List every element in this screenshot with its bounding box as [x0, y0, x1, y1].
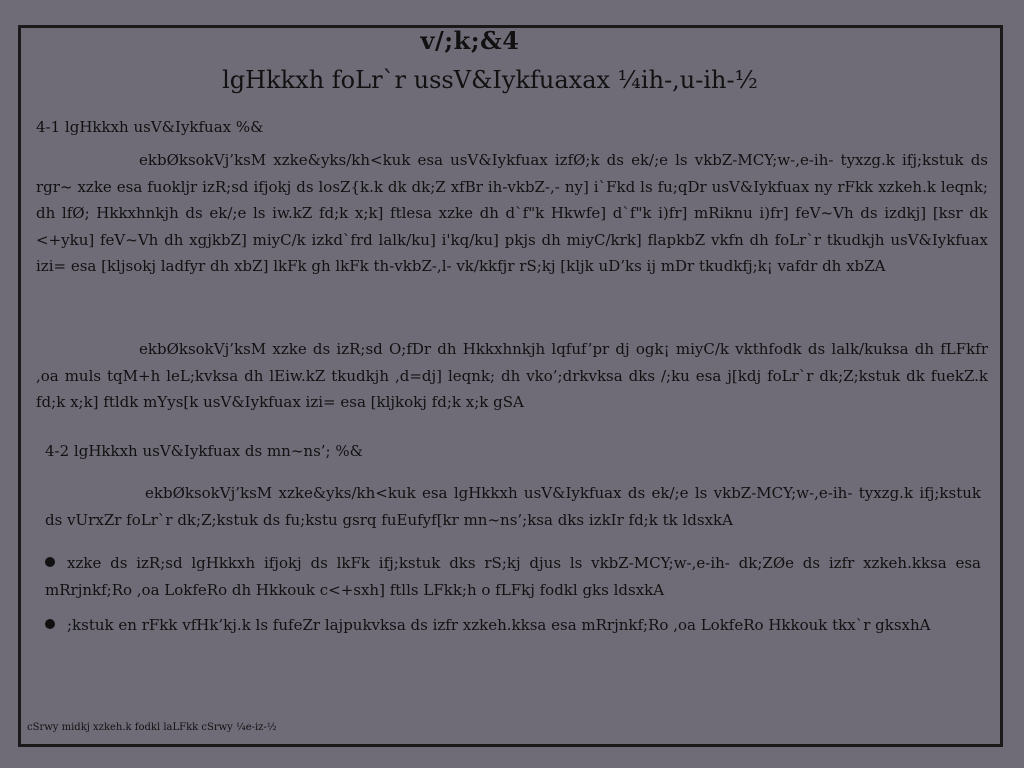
bullet-item-2-text: ;kstuk en rFkk vfHk’kj.k ls fufeZr lajpukvksa ds izfr xzkeh.kksa esa mRrjnkf;Ro ,oa LokfeRo Hkkouk tkx`r gksxhA: [67, 616, 931, 634]
section-heading-1: 4-1 lgHkkxh usV&Iykfuax %&: [36, 118, 264, 136]
document-title: lgHkkxh foLr`r ussV&Iykfuaxax ¼ih-,u-ih-½: [222, 66, 758, 94]
chapter-heading: v/;k;&4: [420, 26, 520, 55]
bullet-item-1: [45, 550, 981, 603]
bullet-item-2: [45, 612, 981, 639]
bullet-dot-icon: [45, 557, 55, 567]
paragraph-1-text: ekbØksokVj’ksM xzke&yks/kh<kuk esa usV&Iykfuax izfØ;k ds ek/;e ls vkbZ-MCY;w-,e-ih- tyxzg.k ifj;kstuk ds rgr~ xzke esa fuokljr izR;sd ifjokj ds losZ{k.k dk dk;Z xfBr ih-vkbZ-,- ny] i`Fkd ls fu;qDr usV&Iykfuax ny rFkk xzkeh.k leqnk; dh lfØ; Hkkxhnkjh ds ek/;e ls iw.kZ fd;k x;k] ftlesa xzke dh d`f"k Hkwfe] d`f"k i)fr] mRiknu i)fr] feV~Vh ds izdkj] [ksr dk <+yku] feV~Vh dh xgjkbZ] miyC/k izkd`frd lalk/ku] i'kq/ku] pkjs dh miyC/krk] flapkbZ vkfn dh foLr`r tkudkjh usV&Iykfuax izi= esa [kljsokj ladfyr dh xbZ] lkFk gh lkFk th-vkbZ-,l- vk/kkfjr rS;kj [kljk uD’ks ij mDr tkudkfj;k¡ vafdr dh xbZA: [36, 151, 988, 275]
paragraph-1: [36, 147, 988, 280]
paragraph-3: [45, 480, 981, 533]
paragraph-3-text: ekbØksokVj’ksM xzke&yks/kh<kuk esa lgHkkxh usV&Iykfuax ds ek/;e ls vkbZ-MCY;w-,e-ih- tyxzg.k ifj;kstuk ds vUrxZr foLr`r dk;Z;kstuk ds fu;kstu gsrq fuEufyf[kr mn~ns’;ksa dks izkIr fd;k tk ldsxkA: [45, 484, 981, 529]
page-footer: cSrwy midkj xzkeh.k fodkl laLFkk cSrwy ¼e-iz-½: [27, 722, 277, 733]
bullet-item-1-text: xzke ds izR;sd lgHkkxh ifjokj ds lkFk ifj;kstuk dks rS;kj djus ls vkbZ-MCY;w-,e-ih- dk;ZØe ds izfr xzkeh.kksa esa mRrjnkf;Ro ,oa LokfeRo dh Hkkouk c<+sxh] ftlls LFkk;h o fLFkj fodkl gks ldsxkA: [45, 554, 981, 599]
paragraph-2-text: ekbØksokVj’ksM xzke ds izR;sd O;fDr dh Hkkxhnkjh lqfuf’pr dj ogk¡ miyC/k vkthfodk ds lalk/kuksa dh fLFkfr ,oa muls tqM+h leL;kvksa dh lEiw.kZ tkudkjh ,d=dj] leqnk; dh vko’;drkvksa dks /;ku esa j[kdj foLr`r dk;Z;kstuk dk fuekZ.k fd;k x;k] ftldk mYys[k usV&Iykfuax izi= esa [kljkokj fd;k x;k gSA: [36, 340, 988, 411]
section-heading-2: 4-2 lgHkkxh usV&Iykfuax ds mn~ns’; %&: [45, 442, 363, 460]
bullet-dot-icon: [45, 619, 55, 629]
paragraph-2: [36, 336, 988, 416]
